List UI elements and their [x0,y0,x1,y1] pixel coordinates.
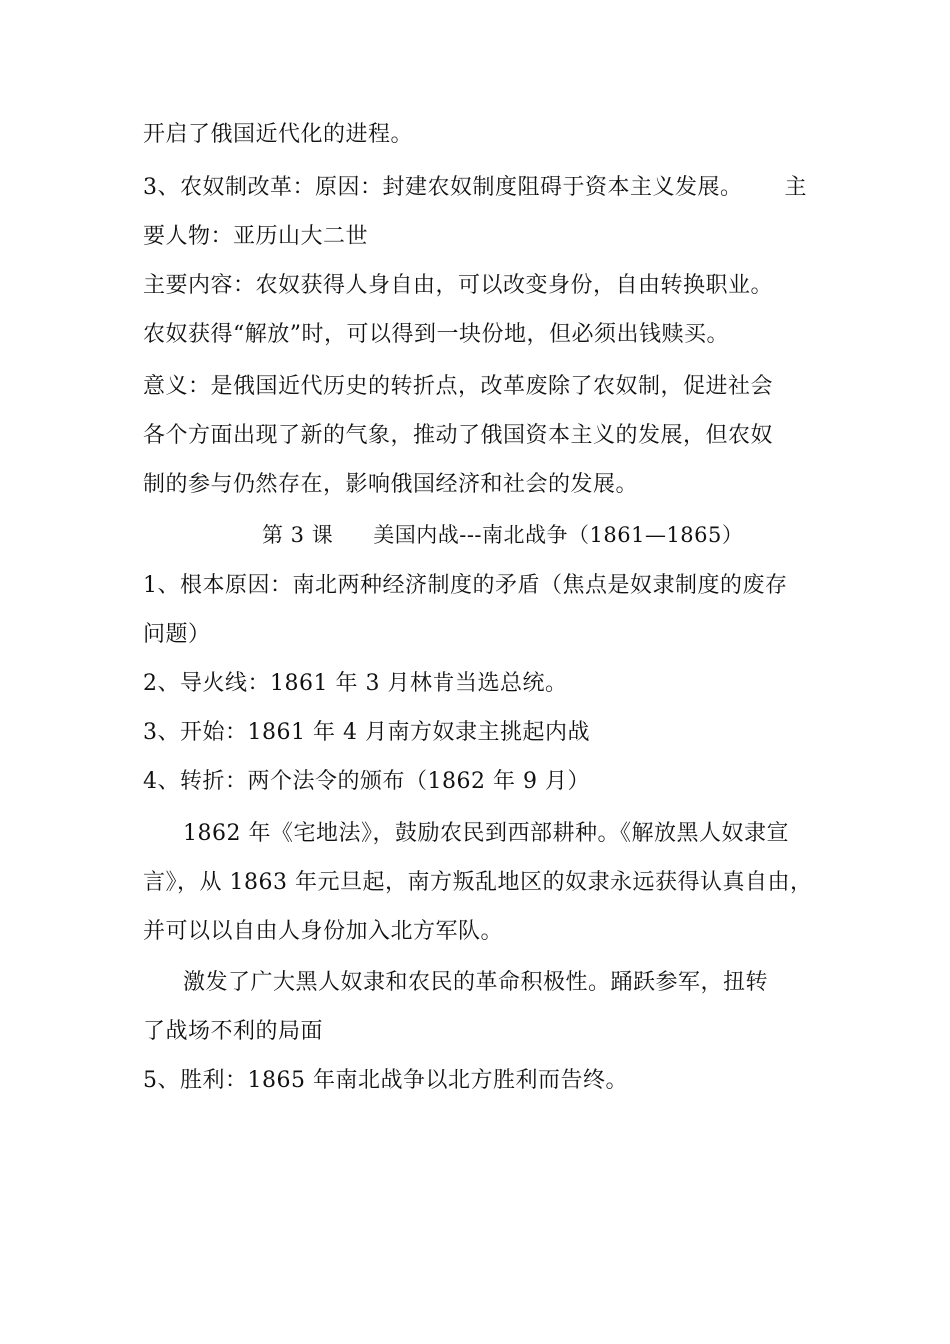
paragraph-line: 制的参与仍然存在，影响俄国经济和社会的发展。 [143,472,639,497]
paragraph-line: 问题） [143,622,211,647]
paragraph-line: 1、根本原因：南北两种经济制度的矛盾（焦点是奴隶制度的废存 [143,573,788,598]
paragraph-line: 言》，从 1863 年元旦起，南方叛乱地区的奴隶永远获得认真自由， [143,870,813,895]
paragraph-line: 意义：是俄国近代历史的转折点，改革废除了农奴制，促进社会 [143,374,774,399]
paragraph-line: 农奴获得“解放”时，可以得到一块份地，但必须出钱赎买。 [143,322,729,347]
lesson-number: 第 3 课 [262,523,334,547]
paragraph-line: 了战场不利的局面 [143,1019,324,1044]
lesson-heading [262,520,743,550]
paragraph-line: 主要内容：农奴获得人身自由，可以改变身份，自由转换职业。 [143,273,774,298]
paragraph-line: 并可以以自由人身份加入北方军队。 [143,919,504,944]
reform-line [143,173,807,203]
paragraph-line: 4、转折：两个法令的颁布（1862 年 9 月） [143,769,590,794]
paragraph-line: 1862 年《宅地法》，鼓励农民到西部耕种。《解放黑人奴隶宣 [183,821,789,846]
lesson-title: 美国内战---南北战争（1861—1865） [373,523,744,547]
paragraph-line: 2、导火线：1861 年 3 月林肯当选总统。 [143,671,568,696]
paragraph-line: 要人物：亚历山大二世 [143,224,369,249]
paragraph-line: 5、胜利：1865 年南北战争以北方胜利而告终。 [143,1068,628,1093]
reform-line-text: 3、农奴制改革：原因：封建农奴制度阻碍于资本主义发展。 [143,175,743,200]
paragraph-line: 激发了广大黑人奴隶和农民的革命积极性。踊跃参军，扭转 [183,970,769,995]
paragraph-line: 开启了俄国近代化的进程。 [143,122,414,147]
reform-line-trailing: 主 [784,175,807,200]
paragraph-line: 各个方面出现了新的气象，推动了俄国资本主义的发展，但农奴 [143,423,774,448]
paragraph-line: 3、开始：1861 年 4 月南方奴隶主挑起内战 [143,720,590,745]
